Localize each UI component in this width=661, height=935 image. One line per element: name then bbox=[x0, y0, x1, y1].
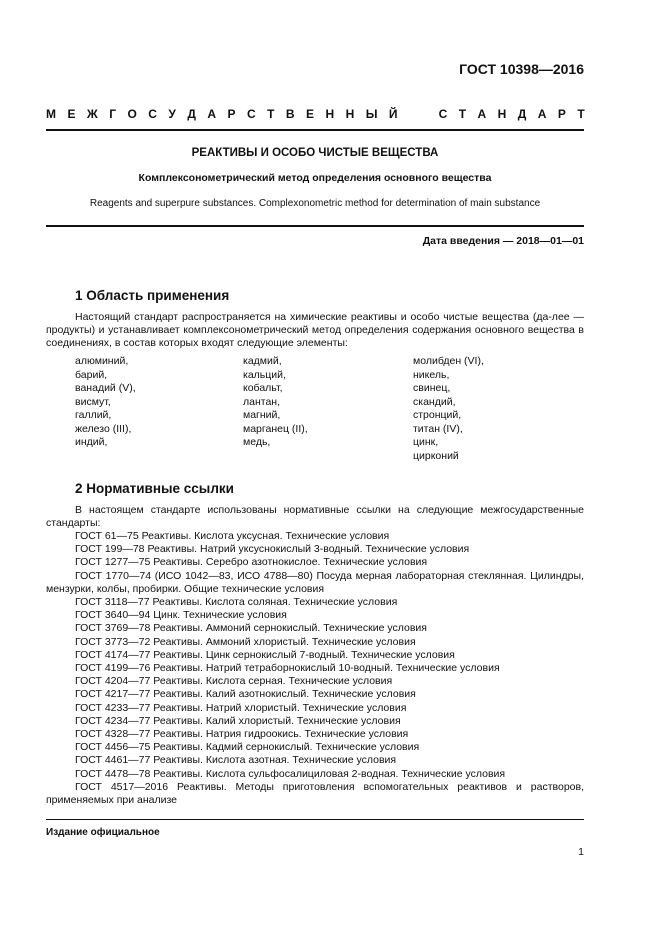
elements-column-3 bbox=[413, 355, 484, 463]
element-item: стронций, bbox=[413, 409, 462, 421]
reference-item: ГОСТ 3640—94 Цинк. Технические условия bbox=[75, 609, 287, 622]
interstate-letter: А bbox=[537, 107, 547, 121]
element-item: железо (III), bbox=[75, 422, 132, 435]
document-subtitle: Комплексонометрический метод определения основного вещества bbox=[138, 172, 492, 184]
english-title: Reagents and superpure substances. Complexonometric method for determination of main substance bbox=[89, 198, 541, 209]
element-item: титан (IV), bbox=[413, 422, 463, 435]
footer-rule bbox=[46, 819, 584, 820]
element-item: никель, bbox=[413, 368, 450, 381]
interstate-letter: М bbox=[46, 107, 56, 121]
title-rule bbox=[46, 225, 584, 227]
interstate-letter: С bbox=[438, 107, 448, 121]
interstate-letter: Е bbox=[67, 107, 76, 121]
elements-column-1 bbox=[75, 355, 136, 450]
interstate-letter: Т bbox=[458, 107, 467, 121]
element-item: кальций, bbox=[243, 368, 286, 381]
element-item: галлий, bbox=[75, 409, 112, 421]
reference-item: ГОСТ 1277—75 Реактивы. Серебро азотнокислое. Технические условия bbox=[75, 556, 428, 569]
element-item: скандий, bbox=[413, 395, 456, 408]
normative-references-list bbox=[46, 530, 584, 807]
reference-item: ГОСТ 1770—74 (ИСО 1042—83, ИСО 4788—80) Посуда мерная лабораторная стеклянная. Цилиндры, мензурки, колбы, пробирки. Общие технические условия bbox=[46, 569, 584, 595]
interstate-letter: С bbox=[246, 107, 256, 121]
reference-item: ГОСТ 3769—78 Реактивы. Аммоний сернокислый. Технические условия bbox=[75, 622, 427, 635]
interstate-letter: Р bbox=[227, 107, 236, 121]
reference-item: ГОСТ 199—78 Реактивы. Натрий уксуснокислый 3-водный. Технические условия bbox=[75, 543, 470, 556]
interstate-letter: С bbox=[148, 107, 157, 121]
reference-item: ГОСТ 3118—77 Реактивы. Кислота соляная. Технические условия bbox=[75, 596, 398, 609]
element-item: барий, bbox=[75, 368, 108, 381]
element-item: свинец, bbox=[413, 382, 451, 394]
reference-item: ГОСТ 3773—72 Реактивы. Аммоний хлористый. Технические условия bbox=[75, 635, 416, 648]
interstate-letter: Н bbox=[345, 107, 355, 121]
section-1-heading: 1 Область применения bbox=[75, 288, 230, 303]
element-item: марганец (II), bbox=[243, 422, 308, 435]
element-item: индий, bbox=[75, 436, 108, 448]
standard-number: ГОСТ 10398—2016 bbox=[459, 61, 584, 77]
interstate-letter: Д bbox=[187, 107, 196, 121]
introduction-date: Дата введения — 2018—01—01 bbox=[422, 235, 584, 247]
interstate-letter: Н bbox=[497, 107, 507, 121]
interstate-letter: Т bbox=[267, 107, 275, 121]
elements-column-2 bbox=[243, 355, 308, 450]
interstate-letter: А bbox=[207, 107, 217, 121]
interstate-letter: Ж bbox=[86, 107, 98, 121]
page-number: 1 bbox=[578, 846, 584, 858]
element-item: лантан, bbox=[243, 395, 281, 408]
element-item: цинк, bbox=[413, 436, 439, 448]
element-item: магний, bbox=[243, 409, 281, 421]
reference-item: ГОСТ 4517—2016 Реактивы. Методы приготовления вспомогательных реактивов и растворов, применяемых при анализе bbox=[46, 780, 584, 807]
element-item: ванадий (V), bbox=[75, 382, 136, 394]
interstate-standard-banner bbox=[46, 107, 585, 121]
reference-item: ГОСТ 4204—77 Реактивы. Кислота серная. Технические условия bbox=[75, 675, 393, 688]
reference-item: ГОСТ 4456—75 Реактивы. Кадмий сернокислый. Технические условия bbox=[75, 741, 420, 754]
interstate-letter: Н bbox=[325, 107, 335, 121]
document-title: РЕАКТИВЫ И ОСОБО ЧИСТЫЕ ВЕЩЕСТВА bbox=[191, 147, 439, 159]
element-item: медь, bbox=[243, 436, 271, 448]
interstate-letter bbox=[424, 107, 427, 121]
element-item: алюминий, bbox=[75, 355, 129, 367]
interstate-letter: Г bbox=[109, 107, 117, 121]
reference-item: ГОСТ 4478—78 Реактивы. Кислота сульфосалициловая 2-водная. Технические условия bbox=[75, 767, 506, 780]
interstate-letter: Р bbox=[557, 107, 566, 121]
interstate-letter: Е bbox=[306, 107, 315, 121]
interstate-letter: А bbox=[477, 107, 487, 121]
reference-item: ГОСТ 4199—76 Реактивы. Натрий тетраборнокислый 10-водный. Технические условия bbox=[75, 662, 500, 675]
element-item: молибден (VI), bbox=[413, 355, 484, 367]
element-item: висмут, bbox=[75, 395, 111, 408]
official-edition-label: Издание официальное bbox=[46, 827, 160, 838]
reference-item: ГОСТ 4217—77 Реактивы. Калий азотнокислый. Технические условия bbox=[75, 688, 416, 701]
interstate-letter: В bbox=[285, 107, 295, 121]
element-item: цирконий bbox=[413, 449, 459, 462]
interstate-letter bbox=[409, 107, 412, 121]
section-2-intro: В настоящем стандарте использованы нормативные ссылки на следующие межгосударственные стандарты: bbox=[46, 504, 584, 530]
reference-item: ГОСТ 4234—77 Реактивы. Калий хлористый. Технические условия bbox=[75, 714, 401, 727]
interstate-letter: Й bbox=[388, 107, 398, 121]
section-2-heading: 2 Нормативные ссылки bbox=[75, 481, 234, 496]
section-1-paragraph: Настоящий стандарт распространяется на химические реактивы и особо чистые вещества (да-лее — продукты) и устанавливает комплексонометрический метод определения содержания основного вещества в соединениях, в состав которых входят следующие элементы: bbox=[46, 311, 584, 350]
reference-item: ГОСТ 4328—77 Реактивы. Натрия гидроокись. Технические условия bbox=[75, 728, 409, 741]
interstate-letter: Ы bbox=[365, 107, 378, 121]
interstate-letter: О bbox=[127, 107, 137, 121]
interstate-letter: У bbox=[168, 107, 176, 121]
reference-item: ГОСТ 4233—77 Реактивы. Натрий хлористый. Технические условия bbox=[75, 701, 407, 714]
top-rule bbox=[46, 129, 584, 131]
element-item: кадмий, bbox=[243, 355, 282, 367]
interstate-letter: Д bbox=[517, 107, 527, 121]
interstate-letter: Т bbox=[577, 107, 585, 121]
reference-item: ГОСТ 4174—77 Реактивы. Цинк сернокислый 7-водный. Технические условия bbox=[75, 648, 455, 661]
reference-item: ГОСТ 61—75 Реактивы. Кислота уксусная. Технические условия bbox=[75, 530, 390, 542]
element-item: кобальт, bbox=[243, 382, 283, 394]
reference-item: ГОСТ 4461—77 Реактивы. Кислота азотная. Технические условия bbox=[75, 754, 397, 767]
